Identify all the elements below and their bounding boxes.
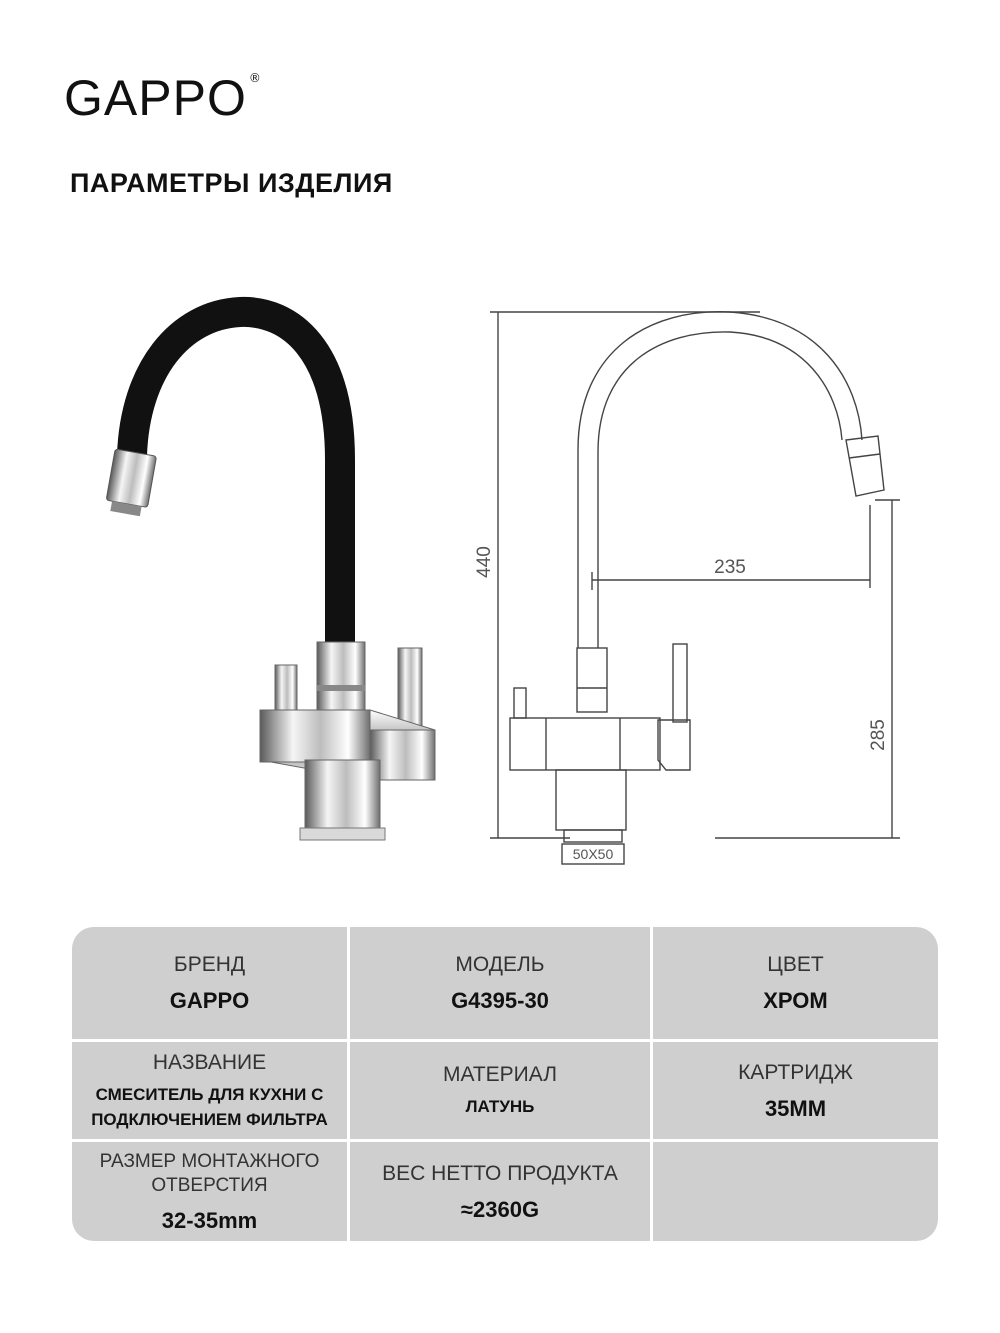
spec-label-line: ОТВЕРСТИЯ <box>151 1174 268 1196</box>
spec-value: ЛАТУНЬ <box>465 1097 535 1116</box>
right-handle <box>398 648 422 730</box>
spec-label <box>100 1150 320 1198</box>
spec-empty-cell <box>650 1139 938 1241</box>
spec-value: ≈2360G <box>460 1196 540 1222</box>
spec-label: ВЕС НЕТТО ПРОДУКТА <box>382 1161 618 1185</box>
flexible-hose <box>132 312 340 645</box>
spec-label: МОДЕЛЬ <box>455 953 545 976</box>
reach-dimension-label: 235 <box>714 557 746 578</box>
spec-model <box>347 927 650 1039</box>
spec-material <box>347 1039 650 1139</box>
height-dimension-label: 440 <box>474 546 495 578</box>
spec-cartridge <box>650 1039 938 1139</box>
spec-net-weight <box>347 1139 650 1241</box>
brand-logo-text: GAPPO <box>64 70 247 126</box>
spec-value: ХРОМ <box>763 988 828 1013</box>
spec-label: ЦВЕТ <box>767 953 824 976</box>
spec-brand <box>72 927 347 1039</box>
spec-value: G4395-30 <box>451 988 549 1013</box>
spout-height-dimension-label: 285 <box>868 719 889 751</box>
spec-label: КАРТРИДЖ <box>738 1060 853 1084</box>
spec-value-line: ПОДКЛЮЧЕНИЕМ ФИЛЬТРА <box>91 1109 328 1129</box>
technical-drawing <box>460 290 960 870</box>
spec-value-line: СМЕСИТЕЛЬ ДЛЯ КУХНИ С <box>95 1084 324 1104</box>
spec-value: 35MM <box>764 1095 827 1121</box>
spec-color <box>650 927 938 1039</box>
spec-label: БРЕНД <box>173 953 246 976</box>
spec-label: МАТЕРИАЛ <box>442 1063 558 1086</box>
base-dimension-label: 50X50 <box>572 846 614 862</box>
spec-hole-size <box>72 1139 347 1241</box>
spec-label: НАЗВАНИЕ <box>152 1050 267 1074</box>
aerator-tip <box>104 449 156 517</box>
specs-table <box>72 927 938 1241</box>
spec-value: GAPPO <box>169 988 250 1013</box>
spec-label-line: РАЗМЕР МОНТАЖНОГО <box>99 1150 320 1172</box>
spec-value <box>91 1082 328 1132</box>
spec-name <box>72 1039 347 1139</box>
page-title: ПАРАМЕТРЫ ИЗДЕЛИЯ <box>70 168 393 198</box>
registered-mark: ® <box>248 71 261 85</box>
faucet-stem <box>305 760 380 830</box>
spec-value: 32-35mm <box>161 1207 258 1233</box>
brand-logo <box>64 70 261 130</box>
faucet-product-image <box>90 290 460 860</box>
